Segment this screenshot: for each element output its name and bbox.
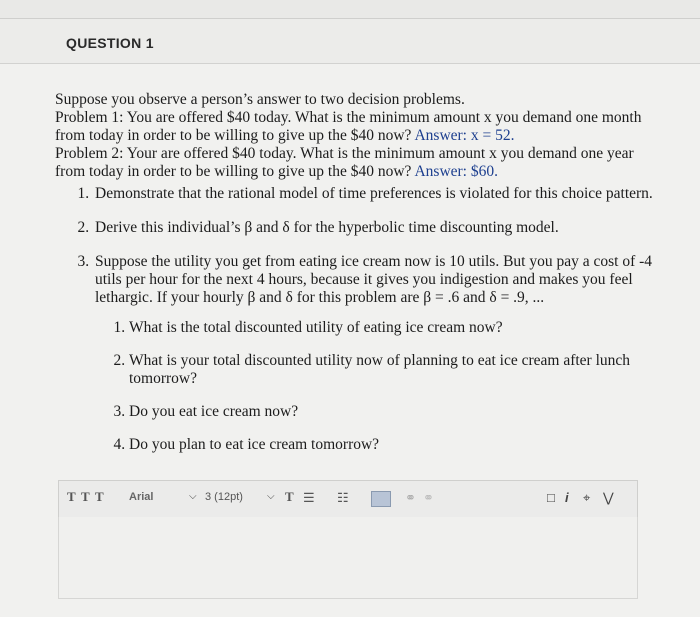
- answer-editor[interactable]: [58, 517, 638, 599]
- bold-t-icon[interactable]: T: [67, 489, 76, 504]
- problem-1: [55, 109, 665, 145]
- question-title: QUESTION 1: [66, 35, 154, 51]
- problem-2-text: Problem 2: Your are offered $40 today. What is the minimum amount x you demand one year from today in order to be willing to give up the $40 now?: [55, 145, 634, 180]
- subtask-list: [95, 319, 665, 454]
- subtask-item: 2. What is your total discounted utility now of planning to eat ice cream after lunch tomorrow?: [129, 352, 665, 388]
- highlight-icon[interactable]: [371, 491, 391, 507]
- unlink-icon[interactable]: ⚭: [423, 490, 434, 505]
- underline-t-icon[interactable]: T: [95, 489, 104, 504]
- numbered-list-icon[interactable]: ☷: [337, 490, 349, 505]
- text-color-icon[interactable]: T: [285, 489, 294, 504]
- chevron-down-icon[interactable]: ⌵: [267, 491, 275, 502]
- bullet-list-icon[interactable]: ☰: [303, 490, 315, 505]
- intro-text: Suppose you observe a person’s answer to two decision problems.: [55, 91, 465, 108]
- italic-t-icon[interactable]: T: [81, 489, 90, 504]
- chevron-down-icon[interactable]: ⌵: [189, 491, 197, 502]
- subtask-item: 4. Do you plan to eat ice cream tomorrow?: [129, 436, 665, 454]
- question-header: [0, 19, 700, 64]
- fullscreen-icon[interactable]: ⌖: [583, 490, 591, 505]
- task-item: 1. Demonstrate that the rational model of time preferences is violated for this choice pattern.: [93, 185, 665, 203]
- subtask-item: 3. Do you eat ice cream now?: [129, 403, 665, 421]
- task-item: 2. Derive this individual’s β and δ for the hyperbolic time discounting model.: [93, 219, 665, 237]
- spellcheck-icon[interactable]: □: [547, 490, 555, 505]
- editor-toolbar: [58, 480, 638, 518]
- font-select[interactable]: Arial: [129, 491, 154, 503]
- problem-2: [55, 145, 665, 181]
- question-body: [55, 91, 665, 470]
- info-icon[interactable]: i: [565, 490, 569, 505]
- problem-1-text: Problem 1: You are offered $40 today. What is the minimum amount x you demand one month from today in order to be willing to give up the $40 now?: [55, 109, 642, 144]
- problem-2-answer: Answer: $60.: [414, 163, 498, 180]
- task-list: [55, 185, 665, 454]
- problem-1-answer: Answer: x = 52.: [414, 127, 515, 144]
- task-item: [93, 253, 665, 454]
- link-icon[interactable]: ⚭: [405, 490, 416, 505]
- expand-icon[interactable]: ⋁: [603, 490, 614, 505]
- subtask-item: 1. What is the total discounted utility of eating ice cream now?: [129, 319, 665, 337]
- task-item-text: Suppose the utility you get from eating ice cream now is 10 utils. But you pay a cost of -4 utils per hour for the next 4 hours, because it gives you indigestion and makes you feel lethargic. If your hourly β and δ for this problem are β = .6 and δ = .9, ...: [95, 253, 653, 306]
- size-select[interactable]: 3 (12pt): [205, 491, 243, 503]
